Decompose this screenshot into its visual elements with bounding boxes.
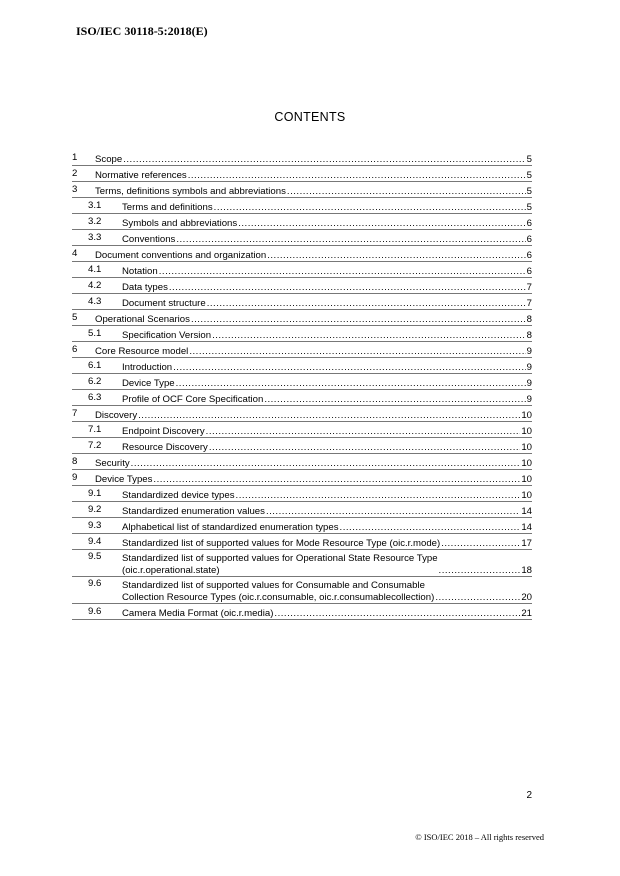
dot-leader: [188, 170, 526, 181]
toc-entry-title: Terms, definitions symbols and abbreviations: [95, 185, 286, 197]
toc-entry-title: Scope: [95, 153, 123, 165]
toc-entry[interactable]: [72, 310, 532, 326]
toc-entry-page: 10: [521, 489, 532, 501]
toc-entry-page: 10: [521, 473, 532, 485]
toc-title: CONTENTS: [274, 110, 346, 124]
toc-entry-page: 9: [526, 345, 532, 357]
document-id: ISO/IEC 30118-5:2018(E): [76, 24, 208, 38]
toc-entry-number: 1: [72, 152, 78, 163]
dot-leader: [439, 565, 521, 576]
toc-entry-page: 9: [526, 377, 532, 389]
toc-entry-title: Camera Media Format (oic.r.media): [122, 607, 274, 619]
toc-entry-number: 7.2: [88, 440, 102, 451]
toc-entry[interactable]: [72, 406, 532, 422]
toc-entry-page: 10: [521, 409, 532, 421]
toc-subentry[interactable]: [72, 534, 532, 550]
toc-subentry[interactable]: [72, 390, 532, 406]
toc-entry-number: 6.2: [88, 376, 102, 387]
toc-subentry[interactable]: [72, 577, 532, 604]
toc-entry-title: Introduction: [122, 361, 173, 373]
toc-entry-title: Standardized list of supported values for Operational State Resource Type (oic.r.operational.state): [122, 553, 438, 576]
dot-leader: [267, 250, 525, 261]
toc-entry-title: Alphabetical list of standardized enumeration types: [122, 521, 339, 533]
toc-subentry[interactable]: [72, 326, 532, 342]
dot-leader: [266, 506, 520, 517]
dot-leader: [189, 346, 525, 357]
toc-entry-page: 14: [521, 505, 532, 517]
toc-entry-number: 6: [72, 344, 78, 355]
toc-entry[interactable]: [72, 342, 532, 358]
toc-entry-page: 9: [526, 393, 532, 405]
table-of-contents: [72, 150, 532, 620]
dot-leader: [274, 608, 520, 619]
toc-entry[interactable]: [72, 454, 532, 470]
dot-leader: [214, 202, 526, 213]
toc-entry[interactable]: [72, 150, 532, 166]
toc-entry-page: 7: [526, 297, 532, 309]
toc-entry-number: 2: [72, 168, 78, 179]
dot-leader: [264, 394, 525, 405]
toc-subentry[interactable]: [72, 294, 532, 310]
toc-entry-page: 8: [526, 313, 532, 325]
toc-entry-number: 4.2: [88, 280, 102, 291]
toc-entry-title: Security: [95, 457, 130, 469]
toc-entry-number: 3: [72, 184, 78, 195]
dot-leader: [212, 330, 526, 341]
toc-subentry[interactable]: [72, 604, 532, 620]
toc-entry-page: 20: [521, 591, 532, 603]
toc-entry-page: 5: [526, 185, 532, 197]
dot-leader: [435, 592, 520, 603]
toc-entry-page: 14: [521, 521, 532, 533]
dot-leader: [191, 314, 526, 325]
dot-leader: [238, 218, 525, 229]
toc-entry-number: 9.4: [88, 536, 102, 547]
toc-entry-page: 10: [521, 441, 532, 453]
toc-entry-number: 7.1: [88, 424, 102, 435]
toc-entry-number: 4: [72, 248, 78, 259]
toc-subentry[interactable]: [72, 262, 532, 278]
dot-leader: [123, 154, 525, 165]
toc-entry-page: 6: [526, 249, 532, 261]
toc-entry-number: 3.2: [88, 216, 102, 227]
toc-entry-page: 6: [526, 217, 532, 229]
toc-entry-title: Operational Scenarios: [95, 313, 190, 325]
toc-entry-title: Core Resource model: [95, 345, 189, 357]
dot-leader: [153, 474, 520, 485]
toc-entry-title: Standardized list of supported values for Mode Resource Type (oic.r.mode): [122, 537, 441, 549]
dot-leader: [138, 410, 520, 421]
toc-subentry[interactable]: [72, 422, 532, 438]
toc-subentry[interactable]: [72, 278, 532, 294]
toc-entry-title: Discovery: [95, 409, 138, 421]
dot-leader: [340, 522, 521, 533]
toc-entry-title: Device Type: [122, 377, 175, 389]
toc-entry-page: 5: [526, 169, 532, 181]
dot-leader: [173, 362, 526, 373]
toc-entry-page: 8: [526, 329, 532, 341]
toc-entry-title: Standardized list of supported values for Consumable and Consumable Collection Resource Types (oic.r.consumable, oic.r.consumablecollection): [122, 580, 435, 603]
toc-subentry[interactable]: [72, 502, 532, 518]
toc-subentry[interactable]: [72, 550, 532, 577]
toc-entry-number: 9.1: [88, 488, 102, 499]
toc-entry[interactable]: [72, 182, 532, 198]
toc-entry-number: 5: [72, 312, 78, 323]
dot-leader: [159, 266, 526, 277]
dot-leader: [176, 378, 526, 389]
toc-entry-title: Standardized device types: [122, 489, 235, 501]
toc-entry-number: 4.3: [88, 296, 102, 307]
toc-entry-number: 9.6: [88, 606, 102, 617]
dot-leader: [176, 234, 525, 245]
toc-entry-page: 5: [526, 153, 532, 165]
toc-entry[interactable]: [72, 246, 532, 262]
toc-subentry[interactable]: [72, 230, 532, 246]
toc-entry-page: 9: [526, 361, 532, 373]
toc-entry-page: 18: [521, 564, 532, 576]
toc-entry[interactable]: [72, 470, 532, 486]
toc-subentry[interactable]: [72, 438, 532, 454]
toc-entry-number: 3.1: [88, 200, 102, 211]
toc-entry-title: Data types: [122, 281, 168, 293]
toc-subentry[interactable]: [72, 358, 532, 374]
toc-entry-title: Profile of OCF Core Specification: [122, 393, 264, 405]
toc-entry-page: 6: [526, 265, 532, 277]
toc-entry-title: Notation: [122, 265, 158, 277]
toc-entry-number: 5.1: [88, 328, 102, 339]
toc-entry-title: Terms and definitions: [122, 201, 213, 213]
dot-leader: [131, 458, 521, 469]
toc-entry-title: Document structure: [122, 297, 206, 309]
toc-entry-number: 9.2: [88, 504, 102, 515]
toc-entry-page: 6: [526, 233, 532, 245]
toc-entry-page: 7: [526, 281, 532, 293]
toc-entry-number: 3.3: [88, 232, 102, 243]
toc-entry-number: 9: [72, 472, 78, 483]
toc-entry-page: 10: [521, 457, 532, 469]
toc-entry-page: 10: [521, 425, 532, 437]
toc-entry-page: 5: [526, 201, 532, 213]
dot-leader: [207, 298, 526, 309]
toc-entry-page: 21: [521, 607, 532, 619]
toc-subentry[interactable]: [72, 198, 532, 214]
toc-entry[interactable]: [72, 166, 532, 182]
toc-entry-page: 17: [521, 537, 532, 549]
toc-entry-title: Symbols and abbreviations: [122, 217, 238, 229]
dot-leader: [209, 442, 520, 453]
dot-leader: [287, 186, 526, 197]
toc-entry-title: Standardized enumeration values: [122, 505, 265, 517]
toc-subentry[interactable]: [72, 214, 532, 230]
toc-entry-number: 6.3: [88, 392, 102, 403]
toc-entry-number: 9.3: [88, 520, 102, 531]
toc-entry-number: 9.5: [88, 551, 102, 562]
dot-leader: [441, 538, 520, 549]
toc-entry-title: Endpoint Discovery: [122, 425, 205, 437]
toc-entry-title: Resource Discovery: [122, 441, 208, 453]
toc-subentry[interactable]: [72, 518, 532, 534]
toc-entry-title: Device Types: [95, 473, 153, 485]
toc-entry-title: Specification Version: [122, 329, 212, 341]
toc-entry-number: 7: [72, 408, 78, 419]
toc-subentry[interactable]: [72, 486, 532, 502]
toc-entry-title: Conventions: [122, 233, 176, 245]
toc-entry-title: Normative references: [95, 169, 187, 181]
toc-entry-number: 6.1: [88, 360, 102, 371]
toc-entry-number: 9.6: [88, 578, 102, 589]
dot-leader: [169, 282, 526, 293]
copyright-notice: © ISO/IEC 2018 – All rights reserved: [415, 832, 544, 842]
toc-entry-number: 4.1: [88, 264, 102, 275]
toc-subentry[interactable]: [72, 374, 532, 390]
dot-leader: [206, 426, 521, 437]
dot-leader: [236, 490, 521, 501]
toc-entry-number: 8: [72, 456, 78, 467]
page-number: 2: [526, 790, 532, 801]
toc-entry-title: Document conventions and organization: [95, 249, 267, 261]
